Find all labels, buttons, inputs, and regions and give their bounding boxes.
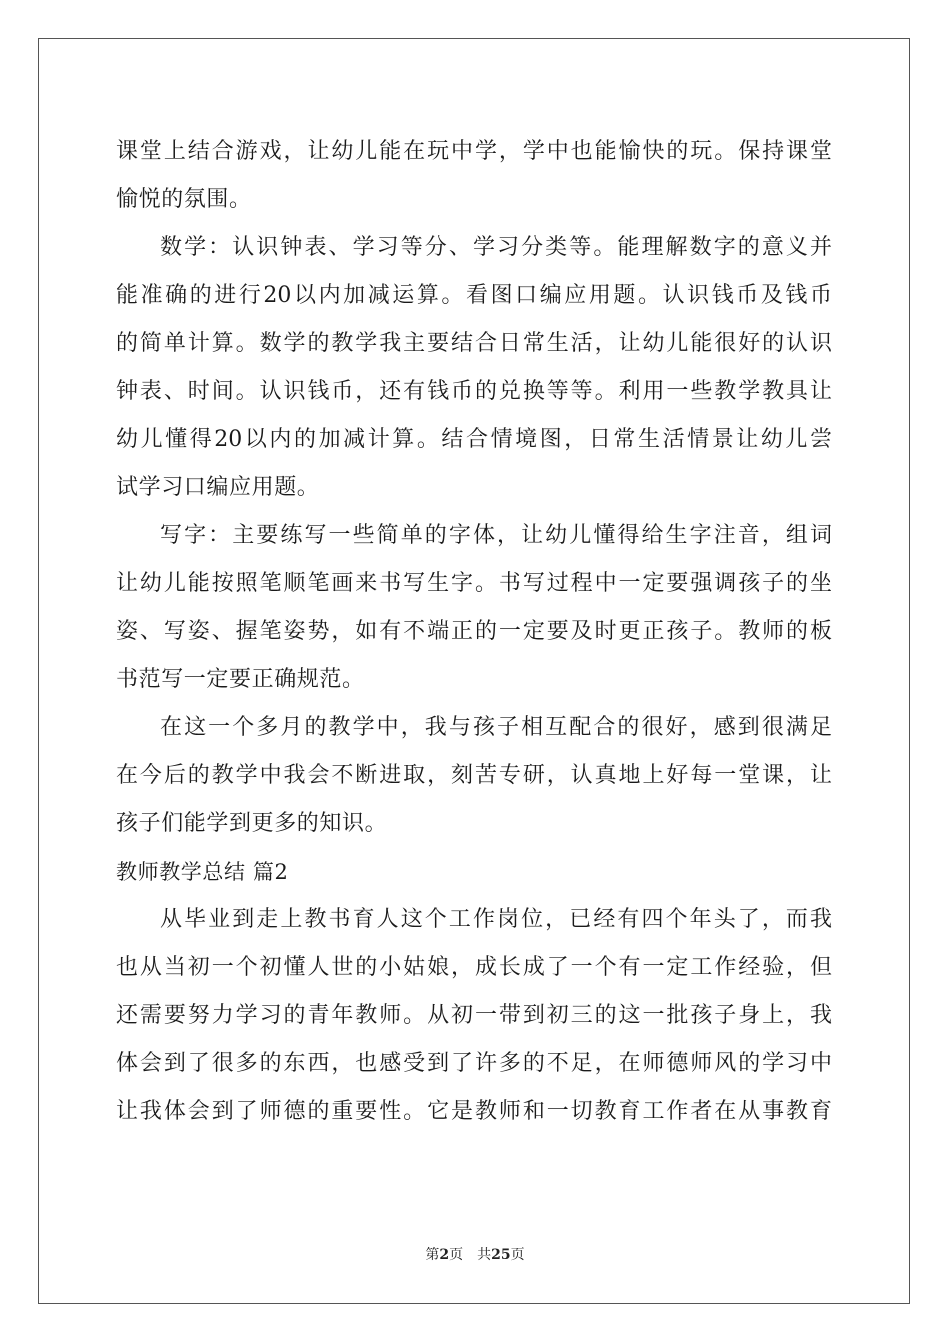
text-line: 数学：认识钟表、学习等分、学习分类等。能理解数字的意义并: [160, 235, 832, 260]
text-line: 也从当初一个初懂人世的小姑娘，成长成了一个有一定工作经验，但: [116, 955, 832, 980]
text-line: 写字：主要练写一些简单的字体，让幼儿懂得给生字注音，组词: [160, 523, 832, 548]
section-heading: 教师教学总结 篇2: [116, 860, 289, 884]
text-line: 在这一个多月的教学中，我与孩子相互配合的很好，感到很满足: [160, 715, 832, 740]
text-line: 在今后的教学中我会不断进取，刻苦专研，认真地上好每一堂课，让: [116, 763, 832, 788]
text-line: 体会到了很多的东西，也感受到了许多的不足，在师德师风的学习中: [116, 1051, 832, 1076]
text-line: 能准确的进行20以内加减运算。看图口编应用题。认识钱币及钱币: [116, 283, 832, 308]
document-body: [116, 128, 832, 1136]
total-prefix: 共: [477, 1247, 492, 1263]
text-line: 幼儿懂得20以内的加减计算。结合情境图，日常生活情景让幼儿尝: [116, 427, 832, 452]
text-line: 试学习口编应用题。: [116, 475, 320, 500]
page-footer: [0, 1245, 950, 1265]
text-line: 还需要努力学习的青年教师。从初一带到初三的这一批孩子身上，我: [116, 1003, 832, 1028]
text-line: 课堂上结合游戏，让幼儿能在玩中学，学中也能愉快的玩。保持课堂: [116, 139, 832, 164]
text-line: 让幼儿能按照笔顺笔画来书写生字。书写过程中一定要强调孩子的坐: [116, 571, 832, 596]
page-total: 25: [491, 1247, 511, 1263]
page-suffix: 页: [449, 1247, 464, 1263]
page-prefix: 第: [425, 1247, 440, 1263]
text-line: 孩子们能学到更多的知识。: [116, 811, 388, 836]
total-suffix: 页: [510, 1247, 525, 1263]
page-current: 2: [439, 1247, 450, 1263]
text-line: 书范写一定要正确规范。: [116, 667, 365, 692]
text-line: 从毕业到走上教书育人这个工作岗位，已经有四个年头了，而我: [160, 907, 832, 932]
text-line: 让我体会到了师德的重要性。它是教师和一切教育工作者在从事教育: [116, 1099, 832, 1124]
text-line: 的简单计算。数学的教学我主要结合日常生活，让幼儿能很好的认识: [116, 331, 832, 356]
text-line: 钟表、时间。认识钱币，还有钱币的兑换等等。利用一些教学教具让: [116, 379, 832, 404]
text-line: 愉悦的氛围。: [116, 187, 252, 212]
text-line: 姿、写姿、握笔姿势，如有不端正的一定要及时更正孩子。教师的板: [116, 619, 832, 644]
